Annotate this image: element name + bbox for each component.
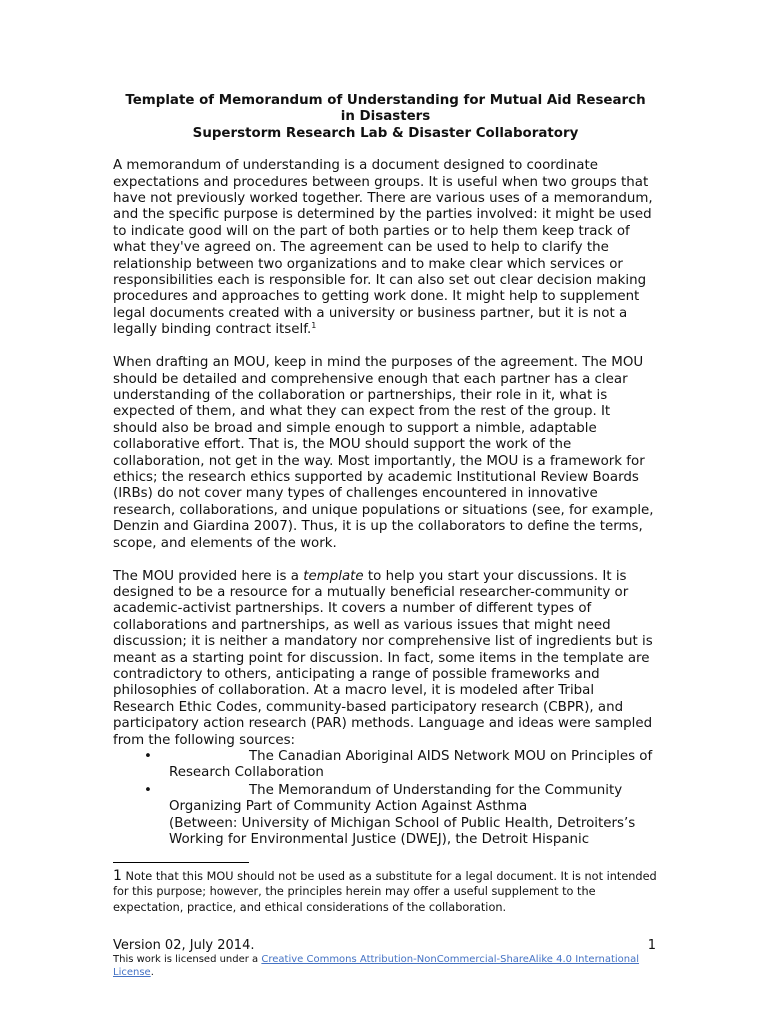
template-paragraph [113,569,658,749]
document-title [113,93,658,142]
template-paragraph-end: to help you start your discussions. It is designed to be a resource for a mutually beneficial researcher-community or academic-activist partnerships. It covers a number of different types of collaborations and partnerships, as well as various issues that might need discussion; it is neither a mandatory nor comprehensive list of ingredients but is meant as a starting point for discussion. In fact, some items in the template are contradictory to others, anticipating a range of possible frameworks and philosophies of collaboration. At a macro level, it is modeled after Tribal Research Ethic Codes, community-based participatory research (CBPR), and participatory action research (PAR) methods. Language and ideas were sampled from the following sources: [113,568,653,748]
list-item [113,749,658,782]
footnote-reference[interactable]: 1 [311,321,317,331]
license-prefix: This work is licensed under a [113,954,262,965]
footnote-number: 1 [113,868,122,884]
title-line-2: in Disasters [340,109,431,125]
version-text: Version 02, July 2014. [113,938,255,953]
source-text: The Memorandum of Understanding for the Community Organizing Part of Community Action Against Asthma [169,782,623,815]
sources-list [113,749,658,848]
template-paragraph-start: The MOU provided here is a [113,568,304,584]
footnote-text: Note that this MOU should not be used as a substitute for a legal document. It is not intended for this purpose; however, the principles herein may offer a useful supplement to the expectation, practice, and ethical considerations of the collaboration. [113,870,657,914]
license-notice [113,953,658,979]
license-suffix: . [150,967,154,978]
source-text-continued: (Between: University of Michigan School of Public Health, Detroiters’s Working for Environmental Justice (DWEJ), the Detroit Hispanic [169,815,636,848]
template-emphasis: template [303,568,364,584]
page-footer [113,938,658,953]
intro-paragraph [113,158,658,338]
document-body [113,93,658,848]
page-number: 1 [647,938,656,953]
drafting-paragraph: When drafting an MOU, keep in mind the purposes of the agreement. The MOU should be detailed and comprehensive enough that each partner has a clear understanding of the collaboration or partnerships, their role in it, what is expected of them, and what they can expect from the rest of the group. It should also be broad and simple enough to support a nimble, adaptable collaborative effort. That is, the MOU should support the work of the collaboration, not get in the way. Most importantly, the MOU is a framework for ethics; the research ethics supported by academic Institutional Review Boards (IRBs) do not cover many types of challenges encountered in innovative research, collaborations, and unique populations or situations (see, for example, Denzin and Giardina 2007). Thus, it is up the collaborators to define the terms, scope, and elements of the work. [113,355,654,551]
footnote-divider [113,862,249,863]
footnote [113,869,658,915]
bullet-icon: • [144,749,152,765]
intro-paragraph-text: A memorandum of understanding is a document designed to coordinate expectations and procedures between groups. It is useful when two groups that have not previously worked together. There are various uses of a memorandum, and the specific purpose is determined by the parties involved: it might be used to indicate good will on the part of both parties or to help them keep track of what they've agreed on. The agreement can be used to help to clarify the relationship between two organizations and to make clear which services or responsibilities each is responsible for. It can also set out clear decision making procedures and approaches to getting work done. It might help to supplement legal documents created with a university or business partner, but it is not a legally binding contract itself. [113,158,653,338]
license-link[interactable]: Creative Commons Attribution-NonCommercial-ShareAlike 4.0 International License [113,954,640,978]
bullet-icon: • [144,782,152,798]
source-text: The Canadian Aboriginal AIDS Network MOU on Principles of Research Collaboration [169,749,653,781]
title-line-3: Superstorm Research Lab & Disaster Collaboratory [192,125,579,141]
title-line-1: Template of Memorandum of Understanding for Mutual Aid Research [125,93,646,108]
list-item [113,783,658,849]
